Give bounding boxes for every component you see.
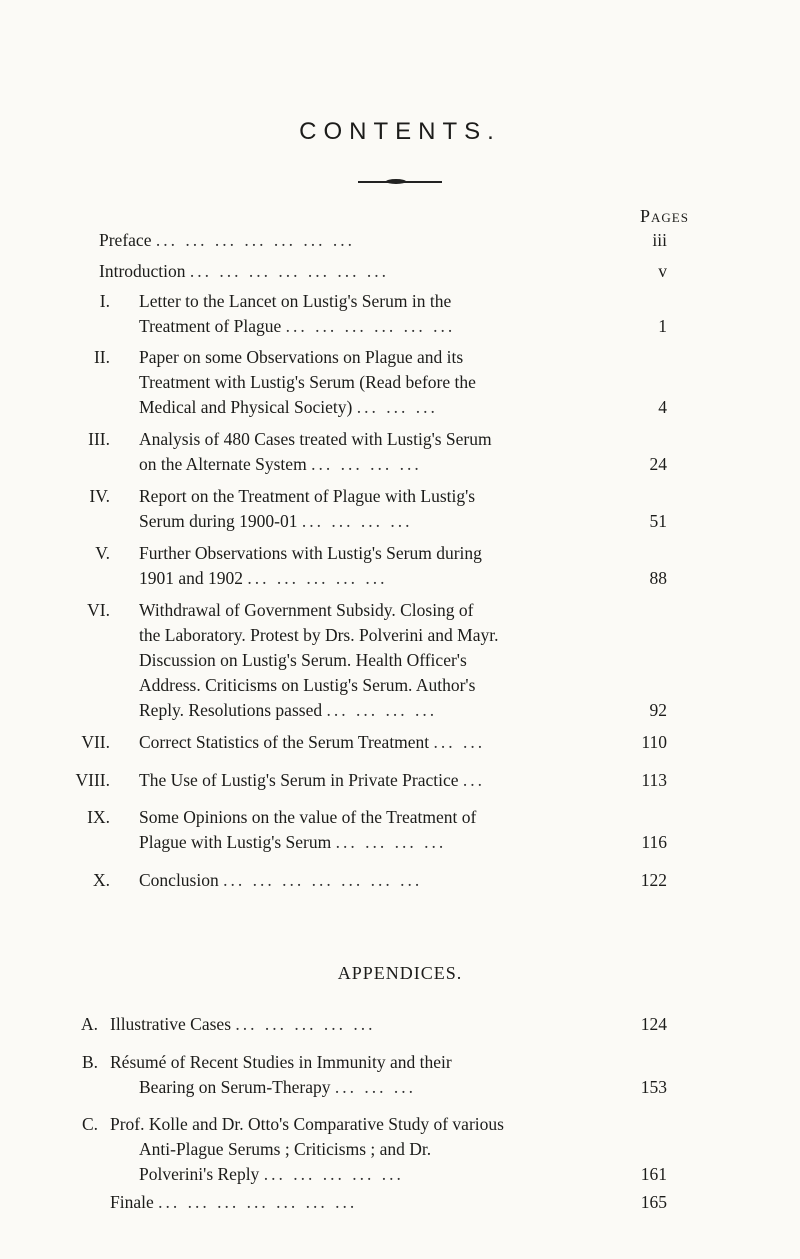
- leader-dots: ... ... ... ... ... ... ...: [223, 870, 423, 890]
- chapter-number: V.: [95, 543, 110, 563]
- leader-dots: ... ... ...: [356, 397, 438, 417]
- entry-line: Treatment with Lustig's Serum (Read before the: [139, 372, 476, 392]
- entry-page-number: iii: [652, 230, 667, 250]
- leader-dots: ...: [462, 770, 486, 790]
- entry-line: Serum during 1900-01: [139, 511, 298, 531]
- chapter-number: VI.: [87, 600, 110, 620]
- chapter-number: VIII.: [75, 770, 110, 790]
- entry-line: 1901 and 1902: [139, 568, 244, 588]
- chapter-number: II.: [93, 347, 110, 367]
- entry-line: Letter to the Lancet on Lustig's Serum in the: [139, 291, 452, 311]
- entry-page-number: 88: [649, 568, 667, 588]
- chapter-number: X.: [92, 870, 110, 890]
- entry-page-number: 51: [649, 511, 667, 531]
- entry-line: Plague with Lustig's Serum: [139, 832, 332, 852]
- entry-line: Correct Statistics of the Serum Treatment: [139, 732, 430, 752]
- entry-line: Anti-Plague Serums ; Criticisms ; and Dr.: [139, 1139, 432, 1159]
- entry-page-number: 161: [640, 1164, 667, 1184]
- leader-dots: ... ... ... ... ... ...: [285, 316, 456, 336]
- entry-line: Conclusion: [139, 870, 219, 890]
- appendix-letter: B.: [81, 1052, 98, 1072]
- appendix-letter: A.: [80, 1014, 98, 1034]
- chapter-number: III.: [88, 429, 110, 449]
- entry-line: Illustrative Cases: [110, 1014, 232, 1034]
- entry-page-number: 24: [649, 454, 667, 474]
- leader-dots: ... ... ...: [334, 1077, 416, 1097]
- chapter-number: VII.: [81, 732, 110, 752]
- entry-line: Address. Criticisms on Lustig's Serum. Author's: [139, 675, 476, 695]
- entry-line: Treatment of Plague: [139, 316, 282, 336]
- leader-dots: ... ... ... ... ... ... ...: [189, 261, 390, 281]
- chapter-number: I.: [99, 291, 110, 311]
- entry-line: Résumé of Recent Studies in Immunity and their: [110, 1052, 452, 1072]
- title-divider: [358, 181, 442, 183]
- page-title: CONTENTS.: [299, 118, 501, 145]
- entry-line: the Laboratory. Protest by Drs. Polverini and Mayr.: [139, 625, 499, 645]
- entry-line: Paper on some Observations on Plague and its: [139, 347, 464, 367]
- entry-line: Bearing on Serum-Therapy: [139, 1077, 331, 1097]
- entry-page-number: 110: [641, 732, 667, 752]
- leader-dots: ... ... ... ...: [335, 832, 447, 852]
- leader-dots: ... ... ... ... ... ... ...: [158, 1192, 358, 1212]
- entry-page-number: 1: [658, 316, 667, 336]
- entry-line: on the Alternate System: [139, 454, 307, 474]
- entry-line: Report on the Treatment of Plague with Lustig's: [139, 486, 476, 506]
- entry-line: Withdrawal of Government Subsidy. Closing of: [139, 600, 474, 620]
- entry-line: Medical and Physical Society): [139, 397, 353, 417]
- pages-column-heading: Pages: [640, 206, 689, 226]
- chapter-number: IX.: [87, 807, 110, 827]
- entry-page-number: 153: [640, 1077, 667, 1097]
- entry-title: Preface: [99, 230, 152, 250]
- entry-line: Reply. Resolutions passed: [139, 700, 323, 720]
- entry-line: The Use of Lustig's Serum in Private Practice: [139, 770, 459, 790]
- entry-line: Further Observations with Lustig's Serum during: [139, 543, 482, 563]
- entry-line: Polverini's Reply: [139, 1164, 260, 1184]
- entry-page-number: 165: [640, 1192, 667, 1212]
- entry-page-number: 116: [641, 832, 667, 852]
- entry-page-number: v: [658, 261, 667, 281]
- entry-page-number: 113: [641, 770, 667, 790]
- entry-line: Analysis of 480 Cases treated with Lustig's Serum: [139, 429, 492, 449]
- leader-dots: ... ... ... ... ... ... ...: [155, 230, 355, 250]
- leader-dots: ... ... ... ... ...: [235, 1014, 376, 1034]
- appendix-letter: C.: [81, 1114, 98, 1134]
- entry-page-number: 92: [649, 700, 667, 720]
- leader-dots: ... ... ... ...: [301, 511, 413, 531]
- leader-dots: ... ... ... ...: [311, 454, 422, 474]
- leader-dots: ... ... ... ... ...: [263, 1164, 404, 1184]
- entry-line: Some Opinions on the value of the Treatment of: [139, 807, 477, 827]
- entry-page-number: 122: [640, 870, 667, 890]
- leader-dots: ... ... ... ... ...: [247, 568, 388, 588]
- entry-page-number: 4: [658, 397, 667, 417]
- entry-page-number: 124: [640, 1014, 667, 1034]
- entry-line: Prof. Kolle and Dr. Otto's Comparative Study of various: [110, 1114, 504, 1134]
- appendices-heading: APPENDICES.: [337, 963, 463, 983]
- entry-title: Finale: [110, 1192, 154, 1212]
- chapter-number: IV.: [89, 486, 110, 506]
- leader-dots: ... ... ... ...: [326, 700, 438, 720]
- leader-dots: ... ...: [433, 732, 486, 752]
- entry-line: Discussion on Lustig's Serum. Health Officer's: [139, 650, 467, 670]
- entry-title: Introduction: [99, 261, 186, 281]
